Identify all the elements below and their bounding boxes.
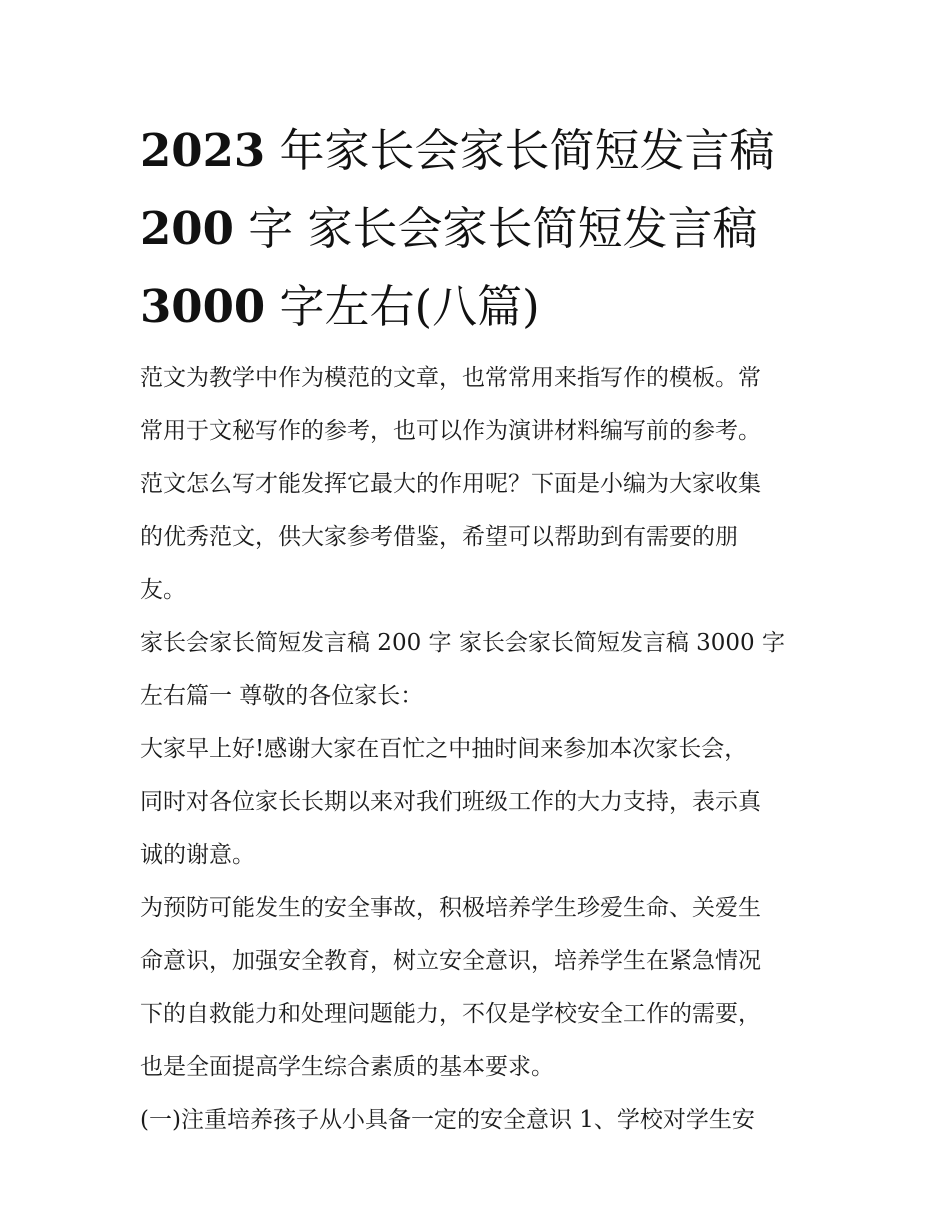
document-body: [140, 352, 830, 1147]
title-number: 3000: [140, 280, 266, 333]
text-line: 诚的谢意。: [140, 842, 255, 868]
text-line: 左右篇一 尊敬的各位家长：: [140, 683, 424, 709]
text-line: 范文为教学中作为模范的文章，也常常用来指写作的模板。常: [140, 365, 761, 391]
text-line: 家长会家长简短发言稿 200 字 家长会家长简短发言稿 3000 字: [140, 630, 785, 656]
text-line: 常用于文秘写作的参考，也可以作为演讲材料编写前的参考。: [140, 418, 761, 444]
text-line: 大家早上好!感谢大家在百忙之中抽时间来参加本次家长会，: [140, 736, 748, 762]
section-heading-paragraph: [140, 617, 830, 723]
text-line: 的优秀范文，供大家参考借鉴，希望可以帮助到有需要的朋: [140, 524, 738, 550]
document-title: [140, 112, 830, 346]
text-line: 为预防可能发生的安全事故，积极培养学生珍爱生命、关爱生: [140, 895, 761, 921]
text-line: 命意识，加强安全教育，树立安全意识，培养学生在紧急情况: [140, 948, 761, 974]
title-text: 年家长会家长简短发言稿: [265, 124, 775, 177]
intro-paragraph: [140, 352, 830, 617]
title-line: [140, 268, 830, 346]
title-text: 字 家长会家长简短发言稿: [233, 202, 758, 255]
title-line: [140, 190, 830, 268]
text-line: 下的自救能力和处理问题能力，不仅是学校安全工作的需要，: [140, 1001, 761, 1027]
greeting-paragraph: [140, 723, 830, 882]
text-line: 同时对各位家长长期以来对我们班级工作的大力支持，表示真: [140, 789, 761, 815]
text-line: 友。: [140, 577, 186, 603]
title-text: 字左右(八篇): [265, 280, 540, 333]
title-number: 2023: [140, 124, 266, 177]
text-line: (一)注重培养孩子从小具备一定的安全意识 1、学校对学生安: [140, 1107, 755, 1133]
safety-paragraph: [140, 882, 830, 1094]
text-line: 也是全面提高学生综合素质的基本要求。: [140, 1054, 554, 1080]
title-number: 200: [140, 202, 234, 255]
title-line: [140, 112, 830, 190]
subsection-paragraph: [140, 1094, 830, 1147]
text-line: 范文怎么写才能发挥它最大的作用呢？下面是小编为大家收集: [140, 471, 761, 497]
